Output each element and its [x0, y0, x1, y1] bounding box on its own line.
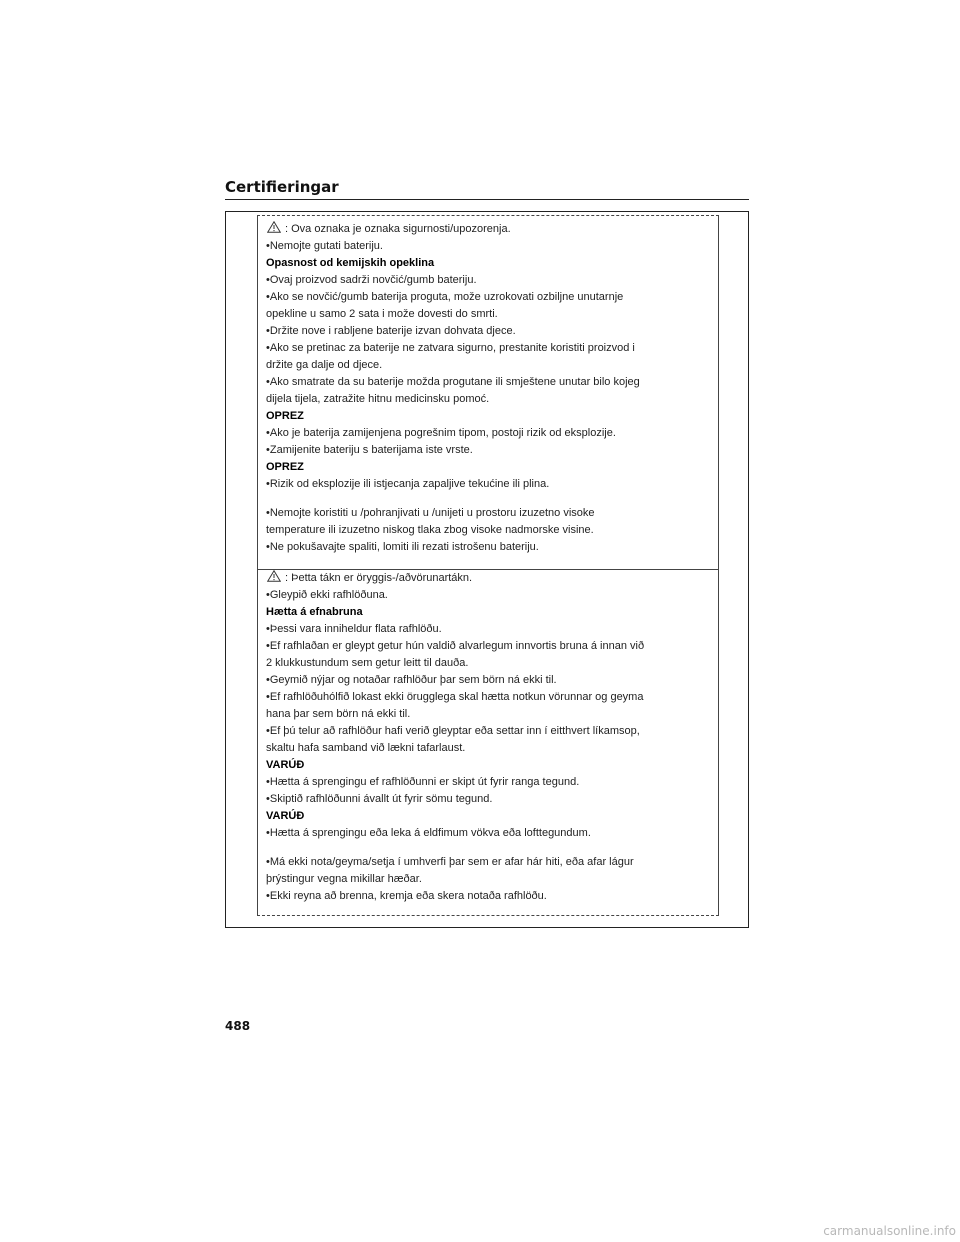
- title-divider: [225, 199, 749, 200]
- bullet-item: •Gleypið ekki rafhlöðuna.: [266, 589, 388, 601]
- bullet-item-continuation: hana þar sem börn ná ekki til.: [266, 708, 411, 720]
- bullet-item: •Rizik od eksplozije ili istjecanja zapaljive tekućine ili plina.: [266, 478, 550, 490]
- bullet-item: •Nemojte koristiti u /pohranjivati u /unijeti u prostoru izuzetno visoke: [266, 507, 595, 519]
- page-number: 488: [225, 1019, 251, 1033]
- croatian-warning-text: [266, 221, 712, 556]
- icelandic-warning-text: [266, 570, 712, 905]
- spacer: [266, 842, 712, 854]
- bullet-item: •Geymið nýjar og notaðar rafhlöður þar sem börn ná ekki til.: [266, 674, 557, 686]
- bullet-item: •Skiptið rafhlöðunni ávallt út fyrir sömu tegund.: [266, 793, 493, 805]
- caution-heading: VARÚÐ: [266, 759, 305, 771]
- bullet-item: •Ef rafhlöðuhólfið lokast ekki örugglega skal hætta notkun vörunnar og geyma: [266, 691, 644, 703]
- watermark: carmanualsonline.info: [823, 1224, 956, 1238]
- caution-heading: VARÚÐ: [266, 810, 305, 822]
- bullet-item: •Ef þú telur að rafhlöður hafi verið gleyptar eða settar inn í eitthvert líkamsop,: [266, 725, 640, 737]
- bullet-item-continuation: opekline u samo 2 sata i može dovesti do smrti.: [266, 308, 498, 320]
- section-title: Certifieringar: [225, 178, 339, 196]
- warning-symbol-line: [266, 221, 712, 238]
- caution-heading: OPREZ: [266, 461, 304, 473]
- bullet-item: •Ekki reyna að brenna, kremja eða skera notaða rafhlöðu.: [266, 890, 547, 902]
- bullet-item-continuation: držite ga dalje od djece.: [266, 359, 383, 371]
- bullet-item: •Hætta á sprengingu ef rafhlöðunni er skipt út fyrir ranga tegund.: [266, 776, 580, 788]
- bullet-item: •Ovaj proizvod sadrži novčić/gumb bateriju.: [266, 274, 477, 286]
- bullet-item: •Nemojte gutati bateriju.: [266, 240, 383, 252]
- warning-symbol-line: [266, 570, 712, 587]
- bullet-item: •Þessi vara inniheldur flata rafhlöðu.: [266, 623, 442, 635]
- warning-triangle-icon: [267, 221, 281, 233]
- bullet-item: •Ef rafhlaðan er gleypt getur hún valdið alvarlegum innvortis bruna á innan við: [266, 640, 645, 652]
- bullet-item: •Ako je baterija zamijenjena pogrešnim tipom, postoji rizik od eksplozije.: [266, 427, 616, 439]
- warning-symbol-text: : Þetta tákn er öryggis-/aðvörunartákn.: [285, 572, 473, 584]
- bullet-item-continuation: dijela tijela, zatražite hitnu medicinsku pomoć.: [266, 393, 490, 405]
- section-heading: Hætta á efnabruna: [266, 606, 363, 618]
- bullet-item: •Má ekki nota/geyma/setja í umhverfi þar sem er afar hár hiti, eða afar lágur: [266, 856, 634, 868]
- warning-symbol-text: : Ova oznaka je oznaka sigurnosti/upozorenja.: [285, 223, 511, 235]
- bullet-item: •Hætta á sprengingu eða leka á eldfimum vökva eða lofttegundum.: [266, 827, 591, 839]
- bullet-item: •Ako se pretinac za baterije ne zatvara sigurno, prestanite koristiti proizvod i: [266, 342, 635, 354]
- bullet-item: •Zamijenite bateriju s baterijama iste vrste.: [266, 444, 473, 456]
- bullet-item: •Držite nove i rabljene baterije izvan dohvata djece.: [266, 325, 516, 337]
- bullet-item: •Ne pokušavajte spaliti, lomiti ili rezati istrošenu bateriju.: [266, 541, 539, 553]
- bullet-item: •Ako smatrate da su baterije možda progutane ili smještene unutar bilo kojeg: [266, 376, 640, 388]
- spacer: [266, 493, 712, 505]
- bullet-item-continuation: þrýstingur vegna mikillar hæðar.: [266, 873, 422, 885]
- section-heading: Opasnost od kemijskih opeklina: [266, 257, 435, 269]
- bullet-item-continuation: temperature ili izuzetno niskog tlaka zbog visoke nadmorske visine.: [266, 524, 594, 536]
- warning-triangle-icon: [267, 570, 281, 582]
- bullet-item: •Ako se novčić/gumb baterija proguta, može uzrokovati ozbiljne unutarnje: [266, 291, 624, 303]
- caution-heading: OPREZ: [266, 410, 304, 422]
- bullet-item-continuation: 2 klukkustundum sem getur leitt til dauða.: [266, 657, 469, 669]
- bullet-item-continuation: skaltu hafa samband við lækni tafarlaust.: [266, 742, 466, 754]
